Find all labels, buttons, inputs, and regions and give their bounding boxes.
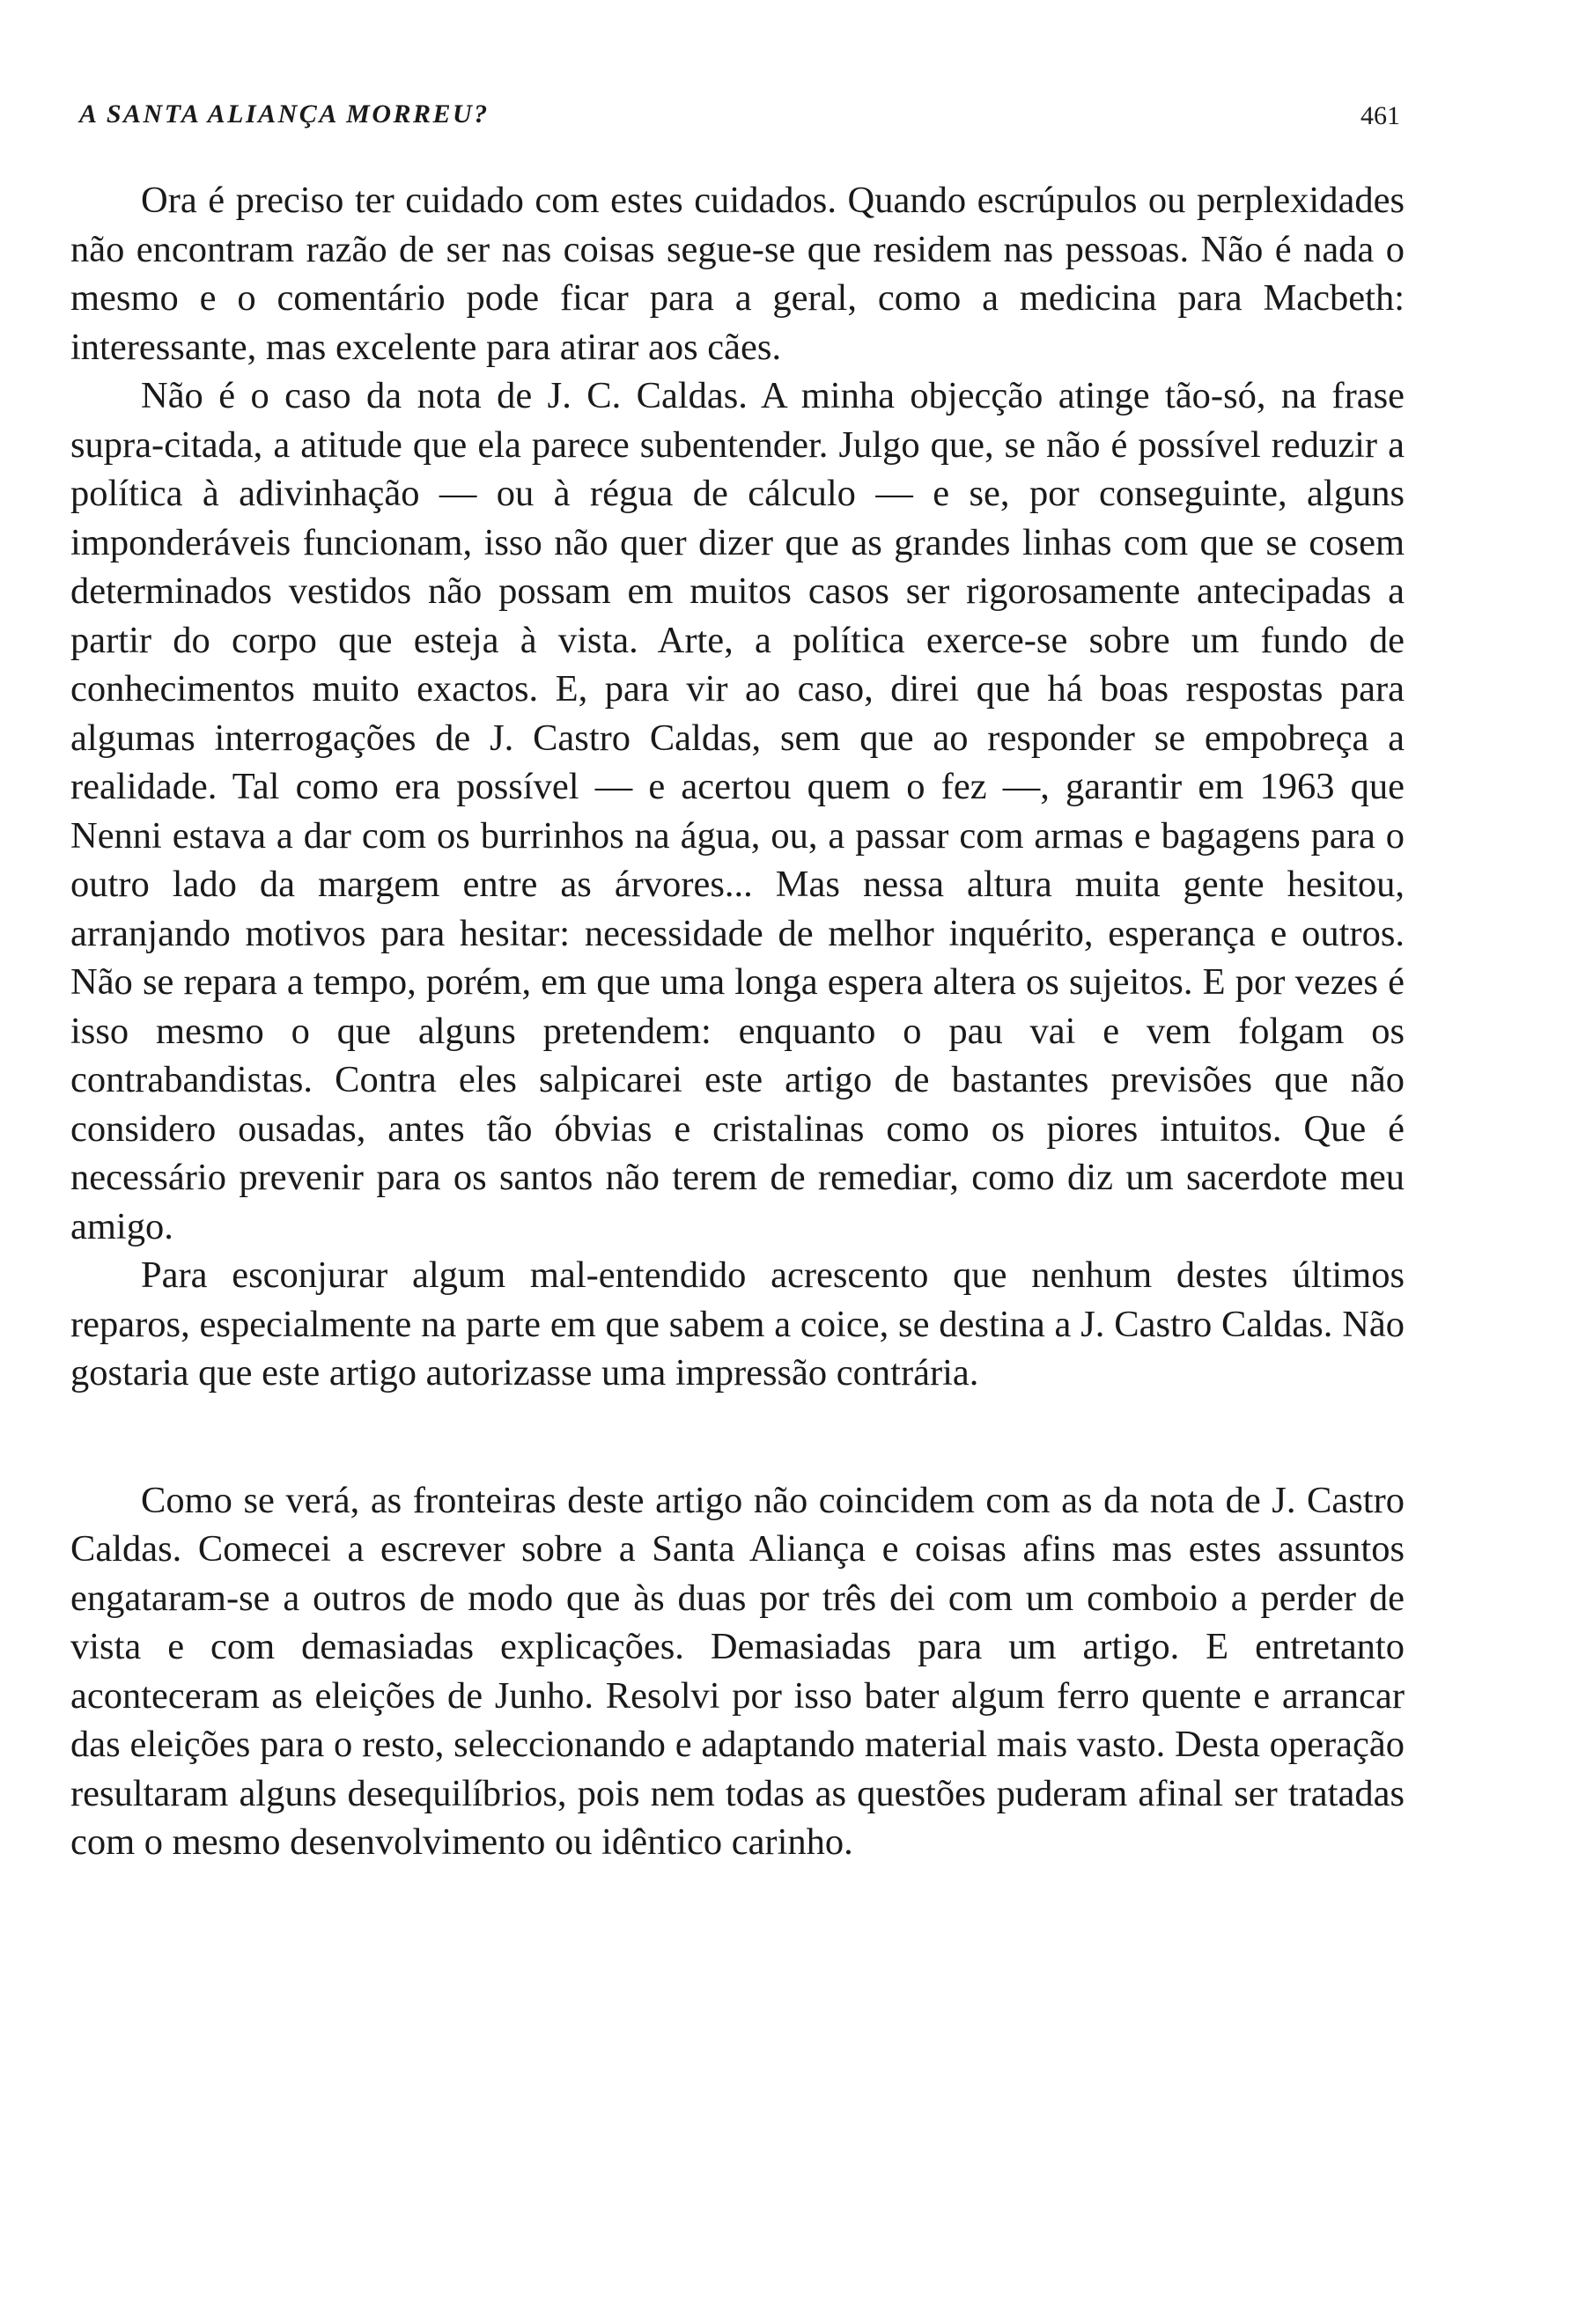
section-break: [70, 1398, 1405, 1476]
body-text: [70, 176, 1405, 1867]
paragraph: Como se verá, as fronteiras deste artigo não coincidem com as da nota de J. Castro Caldas. Comecei a escrever sobre a Santa Aliança e coisas afins mas estes assuntos engataram-se a outros de modo que às duas por três dei com um comboio a perder de vista e com demasiadas explicações. Demasiadas para um artigo. E entretanto aconteceram as eleições de Junho. Resolvi por isso bater algum ferro quente e arrancar das eleições para o resto, seleccionando e adaptando material mais vasto. Desta operação resultaram alguns desequilíbrios, pois nem todas as questões puderam afinal ser tratadas com o mesmo desenvolvimento ou idêntico carinho.: [70, 1479, 1405, 1863]
running-head: [79, 97, 1400, 141]
paragraph: Não é o caso da nota de J. C. Caldas. A minha objecção atinge tão-só, na frase supra-citada, a atitude que ela parece subentender. Julgo que, se não é possível reduzir a política à adivinhação — ou à régua de cálculo — e se, por conseguinte, alguns imponderáveis funcionam, isso não quer dizer que as grandes linhas com que se cosem determinados vestidos não possam em muitos casos ser rigorosamente antecipadas a partir do corpo que esteja à vista. Arte, a política exerce-se sobre um fundo de conhecimentos muito exactos. E, para vir ao caso, direi que há boas respostas para algumas interrogações de J. Castro Caldas, sem que ao responder se empobreça a realidade. Tal como era possível — e acertou quem o fez —, garantir em 1963 que Nenni estava a dar com os burrinhos na água, ou, a passar com armas e bagagens para o outro lado da margem entre as árvores... Mas nessa altura muita gente hesitou, arranjando motivos para hesitar: necessidade de melhor inquérito, esperança e outros. Não se repara a tempo, porém, em que uma longa espera altera os sujeitos. E por vezes é isso mesmo o que alguns pretendem: enquanto o pau vai e vem folgam os contrabandistas. Contra eles salpicarei este artigo de bastantes previsões que não considero ousadas, antes tão óbvias e cristalinas como os piores intuitos. Que é necessário prevenir para os santos não terem de remediar, como diz um sacerdote meu amigo.: [70, 375, 1405, 1247]
paragraph: Para esconjurar algum mal-entendido acrescento que nenhum destes últimos reparos, especialmente na parte em que sabem a coice, se destina a J. Castro Caldas. Não gostaria que este artigo autorizasse uma impressão contrária.: [70, 1254, 1405, 1394]
page-number: 461: [1360, 101, 1400, 130]
paragraph: Ora é preciso ter cuidado com estes cuidados. Quando escrúpulos ou perplexidades não encontram razão de ser nas coisas segue-se que residem nas pessoas. Não é nada o mesmo e o comentário pode ficar para a geral, como a medicina para Macbeth: interessante, mas excelente para atirar aos cães.: [70, 180, 1405, 368]
running-title: A SANTA ALIANÇA MORREU?: [79, 99, 490, 129]
